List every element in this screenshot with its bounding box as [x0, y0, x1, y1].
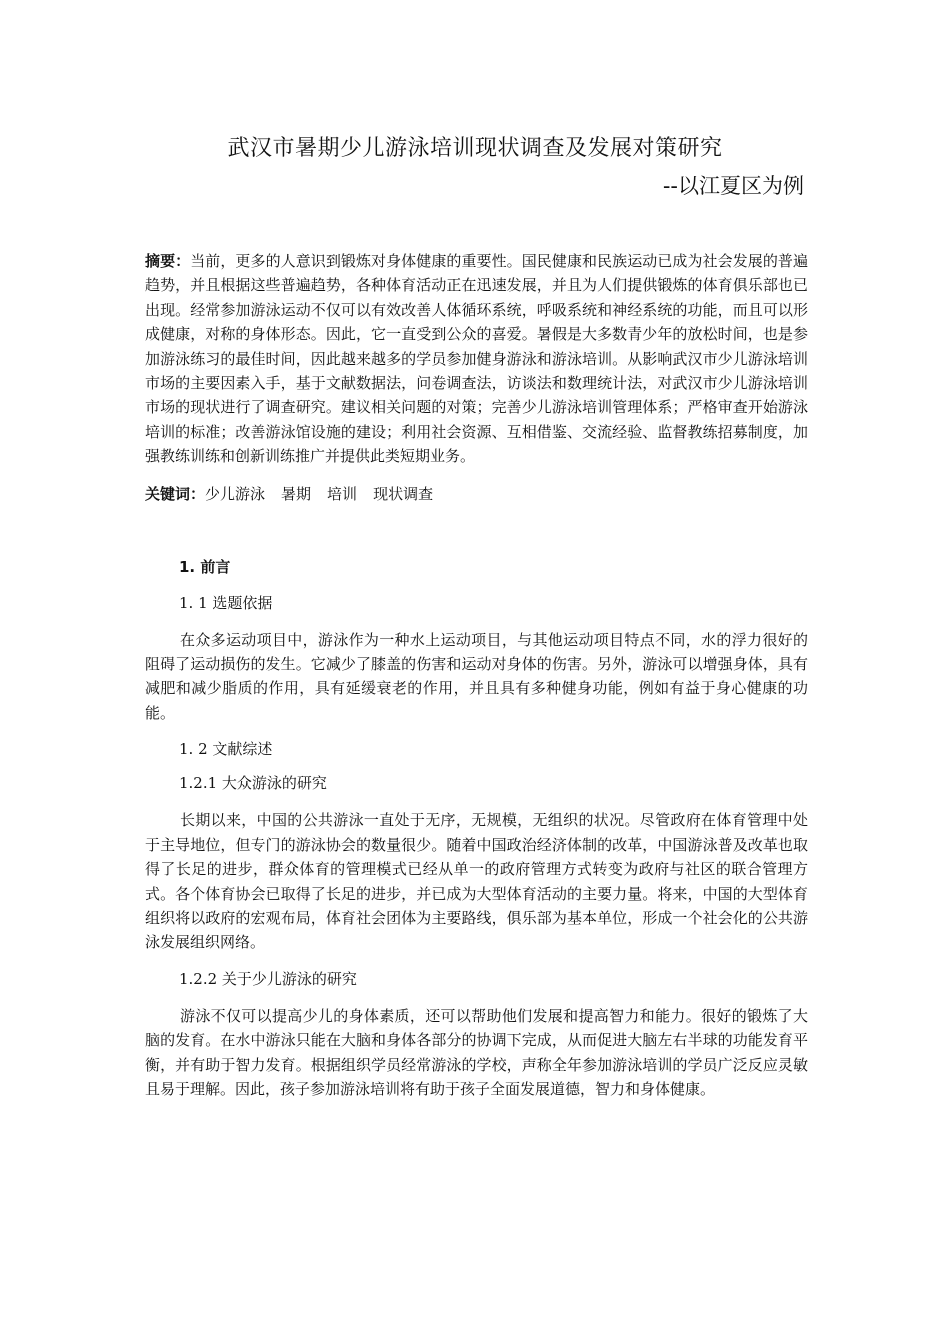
keyword: 现状调查 [373, 484, 434, 503]
section-heading-1-2: 1. 2 文献综述 [179, 740, 273, 759]
section-heading-1-2-2: 1.2.2 关于少儿游泳的研究 [179, 969, 357, 988]
section-1-2-2-text: 游泳不仅可以提高少儿的身体素质，还可以帮助他们发展和提高智力和能力。很好的锻炼了大脑的发育。在水中游泳只能在大脑和身体各部分的协调下完成，从而促进大脑左右半球的功能发育平衡，并有助于智力发育。根据组织学员经常游泳的学校，声称全年参加游泳培训的学员广泛反应灵敏且易于理解。因此，孩子参加游泳培训将有助于孩子全面发展道德，智力和身体健康。 [145, 1006, 808, 1098]
abstract-label: 摘要： [145, 252, 191, 270]
paper-body [145, 249, 808, 1101]
section-heading-1-1: 1. 1 选题依据 [179, 593, 273, 612]
keyword: 暑期 [281, 484, 312, 503]
paper-title: 武汉市暑期少儿游泳培训现状调查及发展对策研究 [227, 136, 723, 161]
paper-subtitle: --以江夏区为例 [662, 174, 804, 198]
keywords-line [145, 482, 808, 506]
keyword: 少儿游泳 [205, 484, 266, 503]
section-1-1-text: 在众多运动项目中，游泳作为一种水上运动项目，与其他运动项目特点不同，水的浮力很好的阻碍了运动损伤的发生。它减少了膝盖的伤害和运动对身体的伤害。另外，游泳可以增强身体，具有减肥和减少脂质的作用，具有延缓衰老的作用，并且具有多种健身功能，例如有益于身心健康的功能。 [145, 630, 808, 722]
keywords-label: 关键词： [145, 484, 206, 503]
section-1-2-1-text: 长期以来，中国的公共游泳一直处于无序，无规模，无组织的状况。尽管政府在体育管理中处于主导地位，但专门的游泳协会的数量很少。随着中国政治经济体制的改革，中国游泳普及改革也取得了长足的进步，群众体育的管理模式已经从单一的政府管理方式转变为政府与社区的联合管理方式。各个体育协会已取得了长足的进步，并已成为大型体育活动的主要力量。将来，中国的大型体育组织将以政府的宏观布局，体育社会团体为主要路线，俱乐部为基本单位，形成一个社会化的公共游泳发展组织网络。 [145, 811, 808, 952]
abstract [145, 249, 808, 469]
abstract-text: 当前，更多的人意识到锻炼对身体健康的重要性。国民健康和民族运动已成为社会发展的普遍趋势，并且根据这些普遍趋势，各种体育活动正在迅速发展，并且为人们提供锻炼的体育俱乐部也已出现。经常参加游泳运动不仅可以有效改善人体循环系统，呼吸系统和神经系统的功能，而且可以形成健康，对称的身体形态。因此，它一直受到公众的喜爱。暑假是大多数青少年的放松时间，也是参加游泳练习的最佳时间，因此越来越多的学员参加健身游泳和游泳培训。从影响武汉市少儿游泳培训市场的主要因素入手，基于文献数据法，问卷调查法，访谈法和数理统计法，对武汉市少儿游泳培训市场的现状进行了调查研究。建议相关问题的对策；完善少儿游泳培训管理体系；严格审查开始游泳培训的标准；改善游泳馆设施的建设；利用社会资源、互相借鉴、交流经验、监督教练招募制度，加强教练训练和创新训练推广并提供此类短期业务。 [145, 252, 808, 466]
keyword: 培训 [327, 484, 358, 503]
section-heading-1-2-1: 1.2.1 大众游泳的研究 [179, 774, 327, 793]
section-heading-1: 1. 前言 [179, 557, 231, 576]
